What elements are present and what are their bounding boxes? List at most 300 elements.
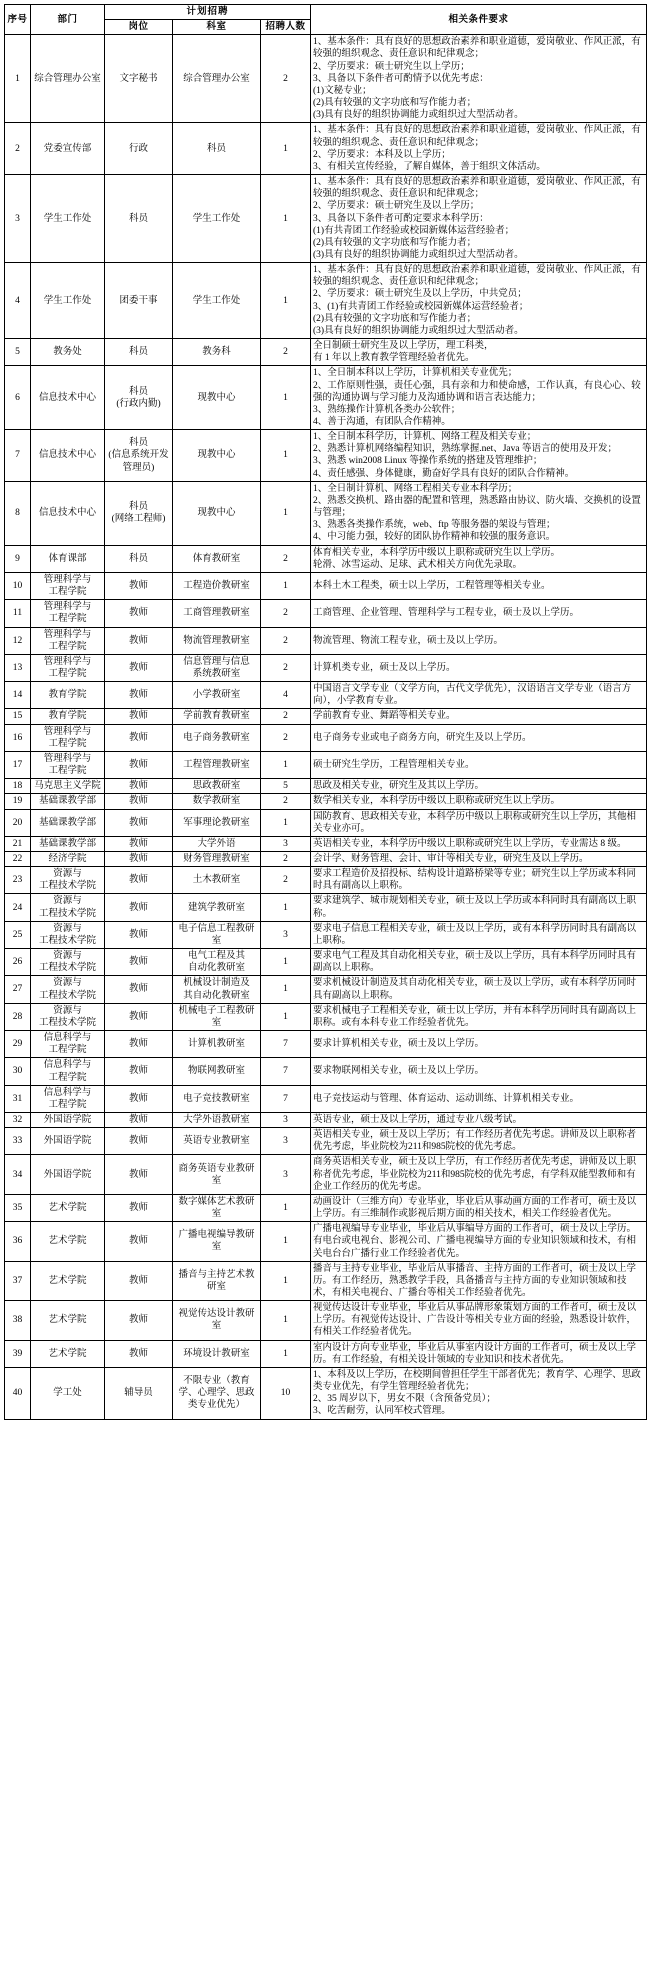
cell-requirements [311, 794, 647, 809]
cell-index: 26 [5, 949, 31, 976]
cell-requirements [311, 894, 647, 921]
requirement-line: 3、具备以下条件者可酌定要求本科学历： [313, 213, 489, 224]
cell-post: 教师 [105, 724, 173, 751]
cell-section: 数学教研室 [173, 794, 261, 809]
requirement-line: 2、熟悉交换机、路由器的配置和管理，熟悉路由协议、防火墙、交换机的设置与管理； [313, 495, 641, 519]
requirement-line: 英语相关专业，硕士及以上学历；有工作经历者优先考虑。讲师及以上职称者优先考虑，毕业院校为211和985院校的优先考虑。 [313, 1130, 637, 1153]
table-row [5, 1155, 647, 1194]
cell-requirements [311, 976, 647, 1003]
table-row [5, 921, 647, 948]
cell-count: 2 [261, 724, 311, 751]
cell-count: 2 [261, 545, 311, 572]
cell-department: 教育学院 [31, 682, 105, 709]
cell-index: 38 [5, 1301, 31, 1340]
cell-index: 4 [5, 263, 31, 339]
cell-post: 科员 (信息系统开发管理员) [105, 430, 173, 482]
cell-requirements [311, 654, 647, 681]
cell-count: 1 [261, 894, 311, 921]
table-row [5, 35, 647, 123]
requirement-line: 4、善于沟通，有团队合作精神。 [313, 417, 451, 427]
cell-section: 教务科 [173, 339, 261, 366]
cell-section: 电子信息工程教研室 [173, 921, 261, 948]
cell-count: 1 [261, 1222, 311, 1261]
cell-section: 物流管理教研室 [173, 627, 261, 654]
cell-department: 信息科学与 工程学院 [31, 1058, 105, 1085]
requirement-line: 体育相关专业，本科学历中级以上职称或研究生以上学历。 [313, 547, 561, 558]
cell-post: 教师 [105, 1155, 173, 1194]
cell-count: 1 [261, 366, 311, 430]
cell-requirements [311, 545, 647, 572]
table-row [5, 794, 647, 809]
cell-count: 1 [261, 1340, 311, 1367]
requirement-line: 4、中习能力强，较好的团队协作精神和较强的服务意识。 [313, 532, 556, 543]
requirement-line: 3、具备以下条件者可酌情予以优先考虑： [313, 73, 489, 84]
cell-post: 教师 [105, 1194, 173, 1221]
cell-requirements [311, 627, 647, 654]
cell-section: 综合管理办公室 [173, 35, 261, 123]
cell-requirements [311, 852, 647, 867]
requirement-line: 广播电视编导专业毕业，毕业后从事编导方面的工作者可，硕士及以上学历。有电台或电视台、影视公司、广播电视编导方面的专业知识领域和技术，有相关电台台广播行业工作经验者优先。 [313, 1224, 637, 1259]
cell-count: 1 [261, 123, 311, 175]
cell-requirements [311, 1340, 647, 1367]
cell-section: 现教中心 [173, 481, 261, 545]
cell-count: 1 [261, 572, 311, 599]
requirement-line: 硕士研究生学历，工程管理相关专业。 [313, 759, 475, 770]
cell-department: 学生工作处 [31, 263, 105, 339]
cell-department: 基础课教学部 [31, 836, 105, 851]
cell-section: 思政教研室 [173, 779, 261, 794]
requirement-line: 要求计算机相关专业，硕士及以上学历。 [313, 1039, 485, 1050]
cell-post: 教师 [105, 852, 173, 867]
cell-post: 教师 [105, 894, 173, 921]
requirement-line: 要求机械电子工程相关专业，硕士以上学历，并有本科学历同时具有副高以上职称。或有本科专业工作经验者优先。 [313, 1005, 637, 1028]
cell-index: 7 [5, 430, 31, 482]
cell-department: 管理科学与 工程学院 [31, 751, 105, 778]
table-head [5, 5, 647, 35]
requirement-line: (2)具有较强的文字功底和写作能力者； [313, 237, 477, 248]
cell-department: 信息科学与 工程学院 [31, 1031, 105, 1058]
cell-count: 2 [261, 35, 311, 123]
requirement-line: (3)具有良好的组织协调能力或组织过大型活动者。 [313, 249, 524, 260]
cell-post: 教师 [105, 1222, 173, 1261]
cell-index: 33 [5, 1128, 31, 1155]
cell-count: 7 [261, 1058, 311, 1085]
cell-department: 马克思主义学院 [31, 779, 105, 794]
cell-index: 8 [5, 481, 31, 545]
table-row [5, 836, 647, 851]
requirement-line: 要求机械设计制造及其自动化相关专业，硕士及以上学历，或有本科学历同时具有副高以上职称。 [313, 978, 637, 1001]
cell-requirements [311, 921, 647, 948]
cell-requirements [311, 339, 647, 366]
cell-section: 信息管理与信息 系统教研室 [173, 654, 261, 681]
table-row [5, 1261, 647, 1300]
cell-department: 管理科学与 工程学院 [31, 572, 105, 599]
cell-count: 1 [261, 751, 311, 778]
cell-department: 外国语学院 [31, 1112, 105, 1127]
cell-section: 学生工作处 [173, 263, 261, 339]
cell-department: 艺术学院 [31, 1301, 105, 1340]
requirement-line: 1、全日制计算机、网络工程相关专业本科学历； [313, 483, 518, 494]
cell-post: 教师 [105, 836, 173, 851]
header-index: 序号 [5, 5, 31, 35]
requirement-line: 思政及相关专业，研究生及其以上学历。 [313, 781, 485, 792]
cell-section: 计算机教研室 [173, 1031, 261, 1058]
cell-section: 工商管理教研室 [173, 600, 261, 627]
cell-index: 23 [5, 867, 31, 894]
cell-index: 9 [5, 545, 31, 572]
requirement-line: 3、(1)有共青团工作经验或校园新媒体运营经验者； [313, 301, 529, 312]
table-row [5, 545, 647, 572]
cell-department: 管理科学与 工程学院 [31, 654, 105, 681]
cell-section: 视觉传达设计教研室 [173, 1301, 261, 1340]
cell-count: 2 [261, 867, 311, 894]
header-section: 科室 [173, 20, 261, 35]
cell-index: 24 [5, 894, 31, 921]
table-body [5, 35, 647, 1419]
cell-department: 管理科学与 工程学院 [31, 627, 105, 654]
cell-section: 体育教研室 [173, 545, 261, 572]
cell-department: 体育课部 [31, 545, 105, 572]
cell-count: 1 [261, 1194, 311, 1221]
cell-requirements [311, 366, 647, 430]
cell-section: 物联网教研室 [173, 1058, 261, 1085]
requirement-line: 动画设计（三维方向）专业毕业，毕业后从事动画方面的工作者可，硕士及以上学历。有三维制作或影视后期方面的相关技术，相关工作经验者优先。 [313, 1196, 637, 1220]
cell-index: 27 [5, 976, 31, 1003]
cell-index: 21 [5, 836, 31, 851]
header-count: 招聘人数 [261, 20, 311, 35]
cell-index: 32 [5, 1112, 31, 1127]
requirement-line: 要求电气工程及其自动化相关专业，硕士及以上学历，具有本科学历同时具有副高以上职称。 [313, 951, 637, 974]
requirement-line: 1、基本条件：具有良好的思想政治素养和职业道德，爱岗敬业、作风正派，有较强的组织观念、责任意识和纪律观念； [313, 125, 641, 148]
cell-section: 机械设计制造及 其自动化教研室 [173, 976, 261, 1003]
cell-department: 信息技术中心 [31, 430, 105, 482]
cell-requirements [311, 572, 647, 599]
cell-index: 1 [5, 35, 31, 123]
cell-requirements [311, 682, 647, 709]
cell-index: 34 [5, 1155, 31, 1194]
cell-index: 13 [5, 654, 31, 681]
cell-post: 教师 [105, 1128, 173, 1155]
requirement-line: 3、熟悉各类操作系统，web、ftp 等服务器的架设与管理； [313, 520, 556, 531]
cell-index: 2 [5, 123, 31, 175]
cell-department: 基础课教学部 [31, 794, 105, 809]
cell-post: 教师 [105, 976, 173, 1003]
requirement-line: 室内设计方向专业毕业，毕业后从事室内设计方面的工作者可，硕士及以上学历。有工作经验，有相关设计领域的专业知识和技术者优先。 [313, 1342, 637, 1365]
table-row [5, 682, 647, 709]
cell-department: 资源与 工程技术学院 [31, 894, 105, 921]
cell-requirements [311, 481, 647, 545]
cell-post: 教师 [105, 1301, 173, 1340]
cell-index: 15 [5, 709, 31, 724]
table-row [5, 1031, 647, 1058]
requirement-line: 国防教育、思政相关专业，本科学历中级以上职称或研究生以上学历，其他相关专业亦可。 [313, 811, 637, 834]
requirement-line: (2)具有较强的文字功底和写作能力者； [313, 98, 477, 109]
table-row [5, 430, 647, 482]
cell-section: 学前教育教研室 [173, 709, 261, 724]
cell-section: 学生工作处 [173, 175, 261, 263]
cell-department: 综合管理办公室 [31, 35, 105, 123]
cell-requirements [311, 430, 647, 482]
cell-count: 2 [261, 627, 311, 654]
cell-post: 科员 (行政内勤) [105, 366, 173, 430]
table-row [5, 175, 647, 263]
cell-post: 教师 [105, 809, 173, 836]
cell-section: 科员 [173, 123, 261, 175]
cell-section: 播音与主持艺术教研室 [173, 1261, 261, 1300]
table-row [5, 366, 647, 430]
cell-department: 信息技术中心 [31, 481, 105, 545]
cell-requirements [311, 1031, 647, 1058]
cell-section: 现教中心 [173, 366, 261, 430]
cell-count: 2 [261, 852, 311, 867]
cell-index: 11 [5, 600, 31, 627]
cell-requirements [311, 1155, 647, 1194]
requirement-line: 3、有相关宣传经验，了解自媒体，善于组织文体活动。 [313, 161, 546, 172]
table-row [5, 724, 647, 751]
cell-requirements [311, 1194, 647, 1221]
cell-post: 教师 [105, 751, 173, 778]
header-row-top [5, 5, 647, 20]
requirement-line: 1、基本条件：具有良好的思想政治素养和职业道德，爱岗敬业、作风正派，有较强的组织观念、责任意识和纪律观念； [313, 37, 641, 60]
cell-index: 39 [5, 1340, 31, 1367]
cell-post: 教师 [105, 949, 173, 976]
cell-count: 1 [261, 1301, 311, 1340]
cell-post: 文字秘书 [105, 35, 173, 123]
cell-section: 现教中心 [173, 430, 261, 482]
cell-count: 3 [261, 1112, 311, 1127]
requirement-line: 播音与主持专业毕业，毕业后从事播音、主持方面的工作者可，硕士及以上学历。有工作经历，熟悉教学手段，具备播音与主持方面的专业知识领域和技术，有相关电视台、广播台等相关工作经验者优先。 [313, 1263, 637, 1298]
header-requirements: 相关条件要求 [311, 5, 647, 35]
table-row [5, 1003, 647, 1030]
cell-post: 教师 [105, 1058, 173, 1085]
cell-section: 机械电子工程教研室 [173, 1003, 261, 1030]
cell-index: 29 [5, 1031, 31, 1058]
requirement-line: 会计学、财务管理、会计、审计等相关专业，研究生及以上学历。 [313, 854, 589, 864]
cell-post: 教师 [105, 682, 173, 709]
requirement-line: 英语相关专业，本科学历中级以上职称或研究生以上学历，专业需达 8 级。 [313, 838, 627, 849]
requirement-line: 学前教育专业、舞蹈等相关专业。 [313, 711, 456, 722]
table-row [5, 779, 647, 794]
requirement-line: 英语专业，硕士及以上学历，通过专业八级考试。 [313, 1114, 523, 1125]
cell-index: 30 [5, 1058, 31, 1085]
cell-section: 电子商务教研室 [173, 724, 261, 751]
table-row [5, 1128, 647, 1155]
cell-count: 1 [261, 949, 311, 976]
cell-post: 科员 [105, 175, 173, 263]
cell-count: 5 [261, 779, 311, 794]
cell-post: 科员 [105, 545, 173, 572]
cell-requirements [311, 949, 647, 976]
table-row [5, 1058, 647, 1085]
cell-requirements [311, 1261, 647, 1300]
cell-requirements [311, 779, 647, 794]
cell-requirements [311, 724, 647, 751]
requirement-line: 1、基本条件：具有良好的思想政治素养和职业道德，爱岗敬业、作风正派，有较强的组织观念、责任意识和纪律观念； [313, 265, 641, 288]
cell-post: 教师 [105, 779, 173, 794]
requirement-line: 1、全日制本科学历，计算机、网络工程及相关专业； [313, 432, 537, 443]
cell-index: 40 [5, 1367, 31, 1419]
cell-index: 10 [5, 572, 31, 599]
table-row [5, 654, 647, 681]
cell-section: 电气工程及其 自动化教研室 [173, 949, 261, 976]
cell-requirements [311, 1003, 647, 1030]
recruitment-table [4, 4, 647, 1420]
cell-department: 外国语学院 [31, 1128, 105, 1155]
table-row [5, 600, 647, 627]
requirement-line: 要求电子信息工程相关专业，硕士及以上学历，或有本科学历同时具有副高以上职称。 [313, 923, 637, 946]
cell-index: 35 [5, 1194, 31, 1221]
cell-index: 20 [5, 809, 31, 836]
cell-requirements [311, 123, 647, 175]
cell-index: 18 [5, 779, 31, 794]
table-row [5, 1112, 647, 1127]
requirement-line: 轮滑、冰雪运动、足球、武术相关方向优先录取。 [313, 559, 523, 570]
cell-section: 商务英语专业教研室 [173, 1155, 261, 1194]
table-row [5, 1340, 647, 1367]
cell-count: 1 [261, 481, 311, 545]
cell-requirements [311, 1112, 647, 1127]
cell-requirements [311, 1128, 647, 1155]
table-row [5, 867, 647, 894]
cell-section: 大学外语 [173, 836, 261, 851]
requirement-line: 2、熟悉计算机网络编程知识，熟练掌握.net、Java 等语言的使用及开发； [313, 444, 617, 455]
table-row [5, 627, 647, 654]
table-row [5, 1222, 647, 1261]
cell-post: 教师 [105, 1340, 173, 1367]
table-row [5, 751, 647, 778]
cell-department: 资源与 工程技术学院 [31, 867, 105, 894]
cell-department: 党委宣传部 [31, 123, 105, 175]
cell-post: 教师 [105, 709, 173, 724]
cell-requirements [311, 751, 647, 778]
requirement-line: 2、学历要求：硕士研究生及以上学历，中共党员； [313, 289, 527, 300]
cell-department: 资源与 工程技术学院 [31, 976, 105, 1003]
cell-department: 资源与 工程技术学院 [31, 921, 105, 948]
table-row [5, 949, 647, 976]
cell-count: 1 [261, 1003, 311, 1030]
cell-index: 17 [5, 751, 31, 778]
cell-count: 1 [261, 263, 311, 339]
table-row [5, 1367, 647, 1419]
cell-section: 环境设计教研室 [173, 1340, 261, 1367]
requirement-line: (3)具有良好的组织协调能力或组织过大型活动者。 [313, 325, 524, 336]
requirement-line: 3、吃苦耐劳，认同军校式管理。 [313, 1406, 451, 1417]
header-post: 岗位 [105, 20, 173, 35]
cell-requirements [311, 1085, 647, 1112]
cell-section: 大学外语教研室 [173, 1112, 261, 1127]
table-row [5, 263, 647, 339]
cell-requirements [311, 175, 647, 263]
cell-index: 12 [5, 627, 31, 654]
cell-post: 教师 [105, 1112, 173, 1127]
requirement-line: 计算机类专业，硕士及以上学历。 [313, 662, 456, 673]
requirement-line: 2、工作原则性强，责任心强，具有亲和力和使命感，工作认真，有良心心、较强的沟通协调与学习能力及沟通协调和语言表达能力； [313, 380, 641, 403]
cell-count: 3 [261, 921, 311, 948]
requirement-line: 电子商务专业或电子商务方向，研究生及以上学历。 [313, 732, 532, 743]
cell-count: 2 [261, 600, 311, 627]
cell-department: 经济学院 [31, 852, 105, 867]
cell-count: 2 [261, 339, 311, 366]
cell-index: 37 [5, 1261, 31, 1300]
cell-department: 艺术学院 [31, 1194, 105, 1221]
requirement-line: 有 1 年以上教育教学管理经验者优先。 [313, 353, 475, 364]
cell-post: 教师 [105, 1031, 173, 1058]
cell-index: 36 [5, 1222, 31, 1261]
requirement-line: 中国语言文学专业（文学方向，古代文学优先），汉语语言文学专业（语言方向），小学教育专业。 [313, 684, 632, 707]
cell-count: 2 [261, 709, 311, 724]
header-plan-group: 计划招聘 [105, 5, 311, 20]
cell-section: 财务管理教研室 [173, 852, 261, 867]
cell-requirements [311, 867, 647, 894]
requirement-line: 商务英语相关专业，硕士及以上学历，有工作经历者优先考虑，讲师及以上职称者优先考虑，毕业院校为211和985院校的优先考虑，有学科双能型教师和有企业工作经历的优先考虑。 [313, 1157, 637, 1192]
cell-section: 不限专业（教育学、心理学、思政类专业优先） [173, 1367, 261, 1419]
cell-department: 艺术学院 [31, 1222, 105, 1261]
cell-post: 团委干事 [105, 263, 173, 339]
cell-index: 19 [5, 794, 31, 809]
cell-count: 1 [261, 1261, 311, 1300]
table-row [5, 1085, 647, 1112]
cell-count: 3 [261, 1155, 311, 1194]
requirement-line: (2)具有较强的文字功底和写作能力者； [313, 313, 477, 324]
cell-count: 3 [261, 836, 311, 851]
requirement-line: 视觉传达设计专业毕业，毕业后从事品牌形象策划方面的工作者可，硕士及以上学历。有视觉传达设计、广告设计等相关专业方面的经验，熟悉设计软件，有相关工作经验者优先。 [313, 1303, 637, 1338]
table-row [5, 123, 647, 175]
requirement-line: 本科土木工程类，硕士以上学历，工程管理等相关专业。 [313, 580, 551, 591]
table-row [5, 481, 647, 545]
table-row [5, 1301, 647, 1340]
cell-post: 科员 [105, 339, 173, 366]
cell-post: 教师 [105, 1085, 173, 1112]
cell-department: 教务处 [31, 339, 105, 366]
table-row [5, 852, 647, 867]
requirement-line: 物流管理、物流工程专业，硕士及以上学历。 [313, 635, 504, 646]
cell-count: 3 [261, 1128, 311, 1155]
requirement-line: 4、责任感强、身体健康，勤奋好学具有良好的团队合作精神。 [313, 468, 575, 479]
cell-count: 7 [261, 1031, 311, 1058]
cell-post: 行政 [105, 123, 173, 175]
requirement-line: 1、基本条件：具有良好的思想政治素养和职业道德，爱岗敬业、作风正派，有较强的组织观念、责任意识和纪律观念； [313, 177, 641, 200]
cell-count: 10 [261, 1367, 311, 1419]
cell-index: 6 [5, 366, 31, 430]
cell-requirements [311, 1301, 647, 1340]
cell-index: 31 [5, 1085, 31, 1112]
requirement-line: 要求建筑学、城市规划相关专业，硕士及以上学历或本科同时具有副高以上职称。 [313, 896, 637, 919]
table-row [5, 572, 647, 599]
table-row [5, 339, 647, 366]
cell-post: 教师 [105, 627, 173, 654]
requirement-line: 工商管理、企业管理、管理科学与工程专业，硕士及以上学历。 [313, 608, 580, 619]
cell-department: 管理科学与 工程学院 [31, 724, 105, 751]
cell-requirements [311, 263, 647, 339]
cell-requirements [311, 709, 647, 724]
cell-requirements [311, 35, 647, 123]
cell-post: 教师 [105, 600, 173, 627]
cell-department: 信息技术中心 [31, 366, 105, 430]
cell-post: 教师 [105, 1003, 173, 1030]
requirement-line: 全日制硕士研究生及以上学历，理工科类， [313, 341, 494, 352]
cell-post: 教师 [105, 1261, 173, 1300]
cell-requirements [311, 1367, 647, 1419]
cell-post: 教师 [105, 572, 173, 599]
requirement-line: 要求物联网相关专业，硕士及以上学历。 [313, 1066, 485, 1077]
requirement-line: 数学相关专业，本科学历中级以上职称或研究生以上学历。 [313, 796, 561, 807]
requirement-line: 2、学历要求：本科及以上学历； [313, 149, 451, 160]
cell-section: 工程管理教研室 [173, 751, 261, 778]
cell-post: 科员 (网络工程师) [105, 481, 173, 545]
requirement-line: (1)文秘专业； [313, 85, 372, 96]
table-row [5, 976, 647, 1003]
cell-department: 外国语学院 [31, 1155, 105, 1194]
